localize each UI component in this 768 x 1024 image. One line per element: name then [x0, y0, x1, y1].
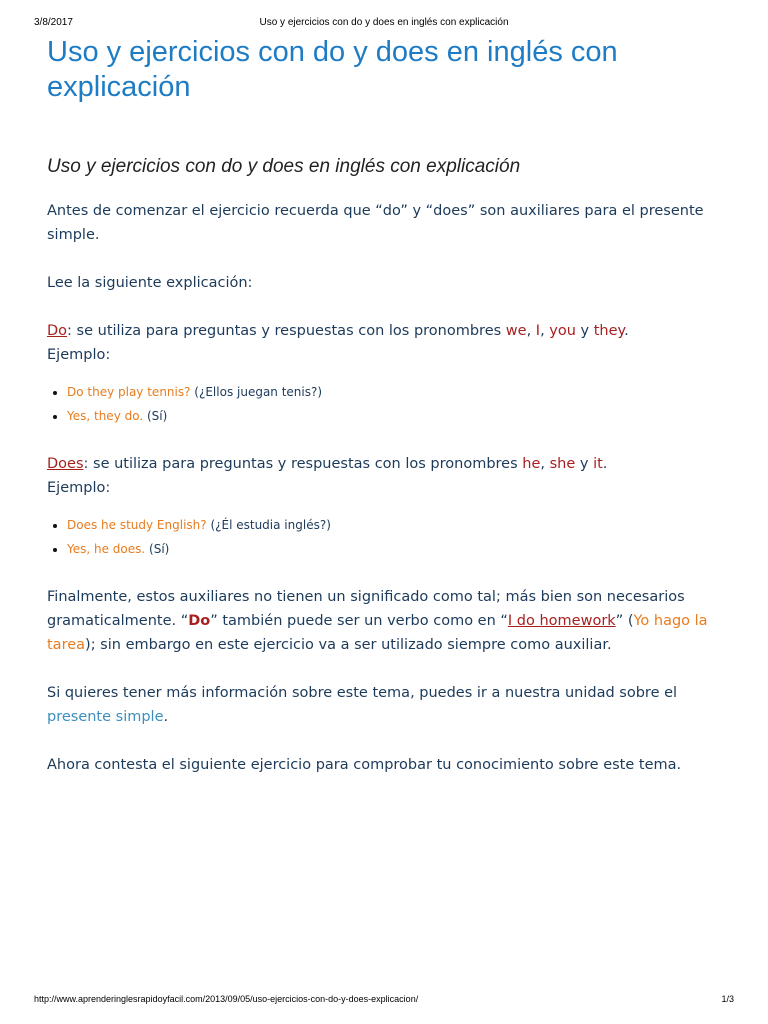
- post-title: Uso y ejercicios con do y does en inglés con explicación: [47, 156, 521, 177]
- list-item: • Does he study English? (¿Él estudia inglés?): [67, 513, 727, 537]
- do-examples-list: [47, 380, 727, 428]
- intro-paragraph: Antes de comenzar el ejercicio recuerda que “do” y “does” son auxiliares para el presente simple.: [47, 203, 704, 243]
- does-explanation: Does: se utiliza para preguntas y respuestas con los pronombres he, she y it. Ejemplo:: [47, 456, 608, 496]
- page-title: Uso y ejercicios con do y does en inglés con explicación: [47, 36, 618, 103]
- presente-simple-link[interactable]: presente simple: [47, 709, 164, 725]
- example-label: Ejemplo:: [47, 480, 111, 496]
- more-info-paragraph: Si quieres tener más información sobre este tema, puedes ir a nuestra unidad sobre el presente simple.: [47, 685, 678, 725]
- lead-paragraph: Lee la siguiente explicación:: [47, 275, 253, 291]
- does-examples-list: [47, 513, 727, 561]
- do-term-link[interactable]: Do: [47, 323, 68, 339]
- pronoun-i: I: [535, 323, 541, 339]
- print-document-title: Uso y ejercicios con do y does en inglés con explicación: [259, 17, 509, 28]
- print-date: 3/8/2017: [34, 17, 73, 28]
- print-footer: [34, 994, 734, 1008]
- final-paragraph: Finalmente, estos auxiliares no tienen un significado como tal; más bien son necesarios gramaticalmente. “Do” también puede ser un verbo como en “I do homework” (Yo hago la tarea); sin embargo en este ejercicio va a ser utilizado siempre como auxiliar.: [47, 589, 708, 653]
- article-body: [47, 199, 727, 777]
- pronoun-it: it: [593, 456, 603, 472]
- pronoun-we: we: [505, 323, 527, 339]
- do-verb-word: Do: [188, 613, 211, 629]
- translation-text: Yo hago la tarea: [47, 613, 708, 653]
- example-label: Ejemplo:: [47, 347, 111, 363]
- do-explanation: Do: se utiliza para preguntas y respuestas con los pronombres we, I, you y they. Ejemplo:: [47, 323, 629, 363]
- i-do-homework-link[interactable]: I do homework: [507, 613, 616, 629]
- pronoun-you: you: [549, 323, 576, 339]
- pronoun-she: she: [549, 456, 576, 472]
- pronoun-he: he: [522, 456, 541, 472]
- list-item: • Do they play tennis? (¿Ellos juegan tenis?): [67, 380, 727, 404]
- list-item: • Yes, they do. (Sí): [67, 404, 727, 428]
- does-term-link[interactable]: Does: [47, 456, 84, 472]
- pronoun-they: they: [593, 323, 625, 339]
- closing-paragraph: Ahora contesta el siguiente ejercicio para comprobar tu conocimiento sobre este tema.: [47, 757, 682, 773]
- page-url: http://www.aprenderinglesrapidoyfacil.com/2013/09/05/uso-ejercicios-con-do-y-does-explicacion/: [34, 994, 419, 1004]
- print-header: [34, 17, 734, 31]
- page-number: 1/3: [721, 994, 734, 1004]
- list-item: • Yes, he does. (Sí): [67, 537, 727, 561]
